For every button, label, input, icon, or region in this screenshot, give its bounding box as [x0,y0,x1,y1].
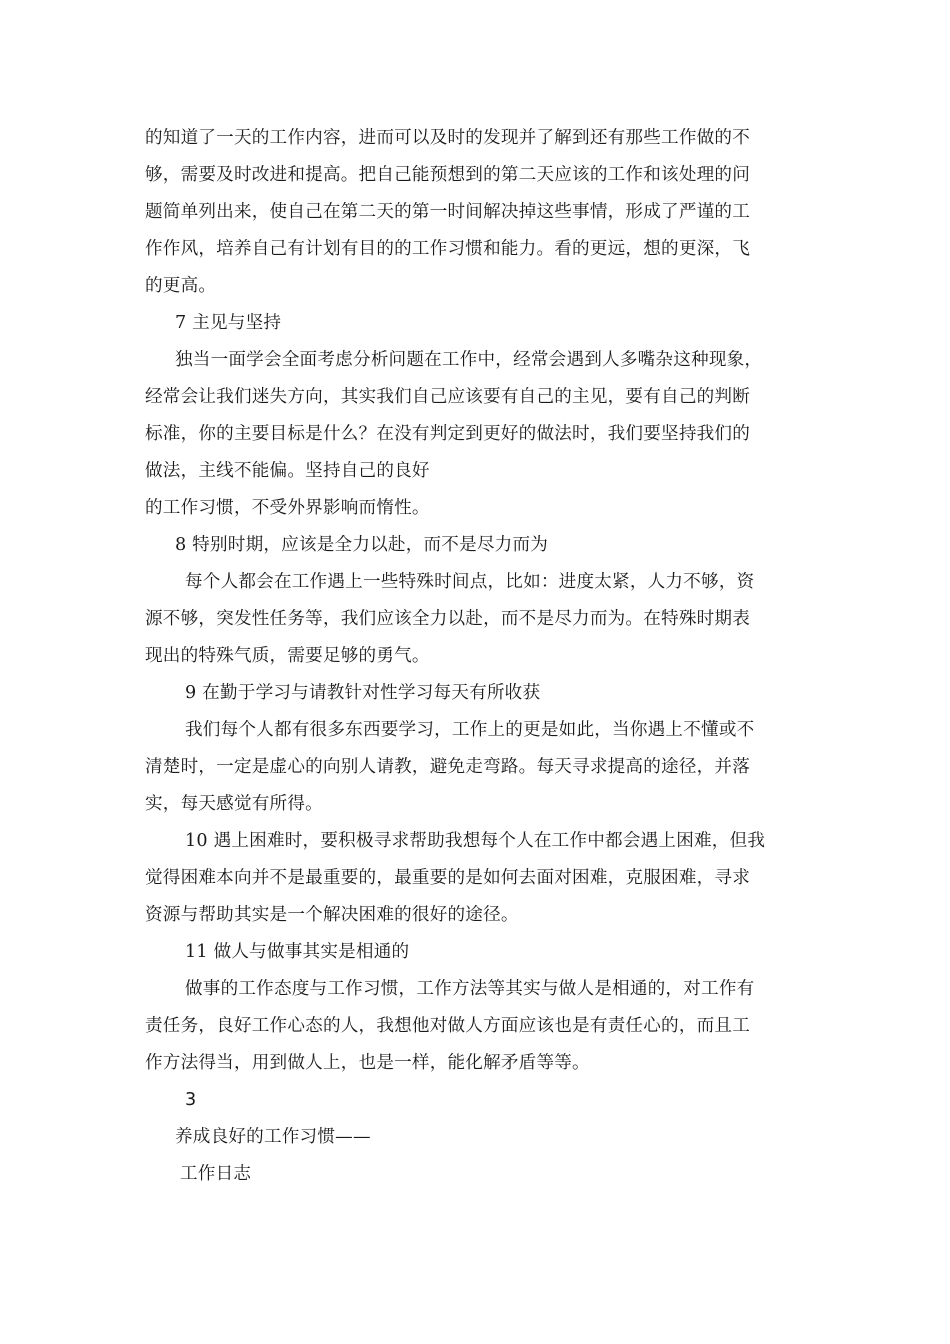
section-subtitle: 工作日志 [180,1164,252,1184]
paragraph-line: 题简单列出来，使自己在第二天的第一时间解决掉这些事情，形成了严谨的工 [145,202,750,222]
paragraph-line: 做事的工作态度与工作习惯，工作方法等其实与做人是相通的，对工作有 [185,979,755,999]
section-heading: 10 遇上困难时，要积极寻求帮助我想每个人在工作中都会遇上困难，但我 [185,831,766,851]
paragraph-line: 的知道了一天的工作内容，进而可以及时的发现并了解到还有那些工作做的不 [145,128,750,148]
paragraph-line: 的工作习惯，不受外界影响而惰性。 [145,498,430,518]
paragraph-line: 做法，主线不能偏。坚持自己的良好 [145,461,430,481]
paragraph-line: 现出的特殊气质，需要足够的勇气。 [145,646,430,666]
paragraph-line: 够，需要及时改进和提高。把自己能预想到的第二天应该的工作和该处理的问 [145,165,750,185]
section-heading: 9 在勤于学习与请教针对性学习每天有所收获 [185,683,541,703]
paragraph-line: 作作风，培养自己有计划有目的的工作习惯和能力。看的更远，想的更深，飞 [145,239,750,259]
section-heading: 8 特别时期，应该是全力以赴，而不是尽力而为 [175,535,549,555]
paragraph-line: 我们每个人都有很多东西要学习，工作上的更是如此，当你遇上不懂或不 [185,720,755,740]
paragraph-line: 资源与帮助其实是一个解决困难的很好的途径。 [145,905,519,925]
paragraph-line: 实，每天感觉有所得。 [145,794,323,814]
paragraph-line: 源不够，突发性任务等，我们应该全力以赴，而不是尽力而为。在特殊时期表 [145,609,750,629]
paragraph-line: 觉得困难本向并不是最重要的，最重要的是如何去面对困难，克服困难，寻求 [145,868,750,888]
paragraph-line: 每个人都会在工作遇上一些特殊时间点，比如：进度太紧，人力不够，资 [185,572,755,592]
paragraph-line: 标准，你的主要目标是什么？在没有判定到更好的做法时，我们要坚持我们的 [145,424,750,444]
paragraph-line: 的更高。 [145,276,217,296]
paragraph-line: 经常会让我们迷失方向，其实我们自己应该要有自己的主见，要有自己的判断 [145,387,750,407]
section-number: 3 [185,1090,197,1110]
paragraph-line: 清楚时，一定是虚心的向别人请教，避免走弯路。每天寻求提高的途径，并落 [145,757,750,777]
paragraph-line: 责任务，良好工作心态的人，我想他对做人方面应该也是有责任心的，而且工 [145,1016,750,1036]
section-heading: 7 主见与坚持 [175,313,282,333]
paragraph-line: 独当一面学会全面考虑分析问题在工作中，经常会遇到人多嘴杂这种现象， [175,350,763,370]
section-title: 养成良好的工作习惯—— [175,1127,371,1147]
section-heading: 11 做人与做事其实是相通的 [185,942,410,962]
paragraph-line: 作方法得当，用到做人上，也是一样，能化解矛盾等等。 [145,1053,590,1073]
